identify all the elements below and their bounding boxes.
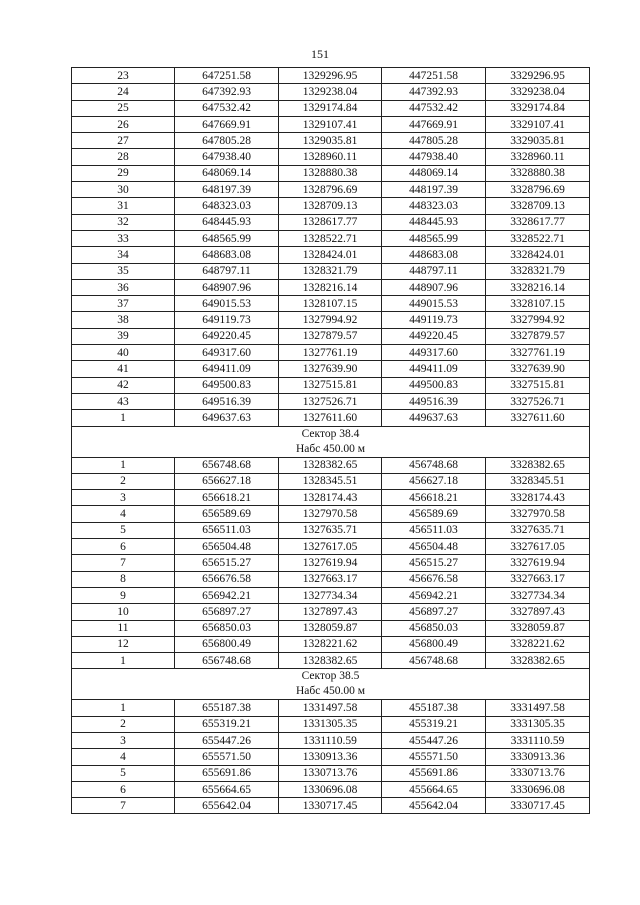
coordinate-cell: 3328960.11 [486,149,590,165]
coordinate-cell: 3331110.59 [486,732,590,748]
coordinate-cell: 3327635.71 [486,522,590,538]
coordinate-cell: 649220.45 [175,328,279,344]
coordinate-cell: 1328174.43 [279,490,382,506]
coordinate-cell: 455187.38 [382,700,486,716]
coordinate-cell: 447938.40 [382,149,486,165]
coordinate-cell: 647392.93 [175,84,279,100]
coordinate-cell: 648069.14 [175,165,279,181]
coordinate-cell: 1327970.58 [279,506,382,522]
coordinate-cell: 656897.27 [175,604,279,620]
coordinate-cell: 447669.91 [382,116,486,132]
coordinate-cell: 647938.40 [175,149,279,165]
coordinates-table-body [72,68,590,814]
coordinate-cell: 1327526.71 [279,393,382,409]
table-row [72,133,590,149]
coordinate-cell: 648445.93 [175,214,279,230]
coordinate-cell: 1328796.69 [279,182,382,198]
table-row [72,604,590,620]
coordinate-cell: 3328221.62 [486,636,590,652]
point-number-cell: 41 [72,361,175,377]
coordinate-cell: 3328321.79 [486,263,590,279]
table-row [72,100,590,116]
table-row [72,555,590,571]
coordinate-cell: 655571.50 [175,749,279,765]
coordinate-cell: 449411.09 [382,361,486,377]
table-row [72,84,590,100]
coordinate-cell: 656942.21 [175,587,279,603]
coordinate-cell: 1330717.45 [279,798,382,814]
coordinate-cell: 3327619.94 [486,555,590,571]
coordinate-cell: 1329174.84 [279,100,382,116]
point-number-cell: 3 [72,490,175,506]
sector-height: Набс 450.00 м [295,685,366,698]
coordinate-cell: 455691.86 [382,765,486,781]
sector-header-row [72,669,590,700]
coordinate-cell: 456589.69 [382,506,486,522]
point-number-cell: 37 [72,296,175,312]
point-number-cell: 7 [72,798,175,814]
table-row [72,506,590,522]
coordinate-cell: 3331305.35 [486,716,590,732]
coordinate-cell: 3329296.95 [486,68,590,84]
coordinate-cell: 656515.27 [175,555,279,571]
point-number-cell: 35 [72,263,175,279]
coordinate-cell: 1331497.58 [279,700,382,716]
point-number-cell: 34 [72,247,175,263]
coordinate-cell: 3328709.13 [486,198,590,214]
coordinate-cell: 647669.91 [175,116,279,132]
table-row [72,182,590,198]
coordinate-cell: 3329174.84 [486,100,590,116]
coordinate-cell: 656627.18 [175,473,279,489]
coordinate-cell: 3328522.71 [486,230,590,246]
table-row [72,149,590,165]
coordinate-cell: 1327761.19 [279,345,382,361]
coordinate-cell: 456748.68 [382,653,486,669]
coordinate-cell: 449500.83 [382,377,486,393]
coordinate-cell: 1327994.92 [279,312,382,328]
point-number-cell: 6 [72,539,175,555]
coordinate-cell: 449015.53 [382,296,486,312]
table-row [72,377,590,393]
table-row [72,230,590,246]
point-number-cell: 24 [72,84,175,100]
coordinate-cell: 447805.28 [382,133,486,149]
coordinate-cell: 1328107.15 [279,296,382,312]
coordinate-cell: 3328174.43 [486,490,590,506]
coordinate-cell: 1327619.94 [279,555,382,571]
coordinate-cell: 1328960.11 [279,149,382,165]
sector-title: Сектор 38.4 [301,427,360,440]
table-row [72,539,590,555]
table-row [72,765,590,781]
coordinate-cell: 1331305.35 [279,716,382,732]
coordinate-cell: 1327663.17 [279,571,382,587]
coordinate-cell: 447392.93 [382,84,486,100]
coordinate-cell: 655187.38 [175,700,279,716]
table-row [72,279,590,295]
coordinate-cell: 649119.73 [175,312,279,328]
point-number-cell: 36 [72,279,175,295]
table-row [72,393,590,409]
coordinate-cell: 3327639.90 [486,361,590,377]
coordinate-cell: 3328059.87 [486,620,590,636]
coordinate-cell: 1327635.71 [279,522,382,538]
sector-height: Набс 450.00 м [295,442,366,455]
coordinate-cell: 456504.48 [382,539,486,555]
coordinate-cell: 449220.45 [382,328,486,344]
coordinate-cell: 456618.21 [382,490,486,506]
table-row [72,247,590,263]
coordinate-cell: 648197.39 [175,182,279,198]
coordinate-cell: 448907.96 [382,279,486,295]
coordinate-cell: 649015.53 [175,296,279,312]
coordinate-cell: 1329296.95 [279,68,382,84]
coordinate-cell: 3327879.57 [486,328,590,344]
point-number-cell: 42 [72,377,175,393]
table-row [72,571,590,587]
coordinate-cell: 1328424.01 [279,247,382,263]
coordinate-cell: 1328617.77 [279,214,382,230]
coordinate-cell: 3328382.65 [486,457,590,473]
point-number-cell: 5 [72,522,175,538]
coordinate-cell: 1328709.13 [279,198,382,214]
coordinate-cell: 647532.42 [175,100,279,116]
coordinate-cell: 647805.28 [175,133,279,149]
coordinate-cell: 3329238.04 [486,84,590,100]
point-number-cell: 2 [72,716,175,732]
point-number-cell: 39 [72,328,175,344]
coordinate-cell: 3328216.14 [486,279,590,295]
coordinate-cell: 655691.86 [175,765,279,781]
coordinate-cell: 448197.39 [382,182,486,198]
coordinate-cell: 456800.49 [382,636,486,652]
point-number-cell: 33 [72,230,175,246]
sector-header [72,426,590,457]
coordinate-cell: 447251.58 [382,68,486,84]
coordinate-cell: 3328345.51 [486,473,590,489]
coordinate-cell: 655319.21 [175,716,279,732]
coordinate-cell: 656748.68 [175,457,279,473]
coordinate-cell: 3327994.92 [486,312,590,328]
coordinate-cell: 656618.21 [175,490,279,506]
coordinate-cell: 649637.63 [175,410,279,426]
coordinate-cell: 3327897.43 [486,604,590,620]
coordinate-cell: 3327611.60 [486,410,590,426]
coordinate-cell: 3330913.36 [486,749,590,765]
coordinate-cell: 649411.09 [175,361,279,377]
coordinate-cell: 1328321.79 [279,263,382,279]
table-row [72,345,590,361]
coordinate-cell: 456748.68 [382,457,486,473]
coordinate-cell: 648323.03 [175,198,279,214]
point-number-cell: 29 [72,165,175,181]
table-row [72,165,590,181]
coordinate-cell: 1328345.51 [279,473,382,489]
coordinate-cell: 647251.58 [175,68,279,84]
coordinate-cell: 456515.27 [382,555,486,571]
point-number-cell: 31 [72,198,175,214]
point-number-cell: 11 [72,620,175,636]
table-row [72,361,590,377]
coordinate-cell: 1327617.05 [279,539,382,555]
table-row [72,653,590,669]
coordinate-cell: 449637.63 [382,410,486,426]
point-number-cell: 27 [72,133,175,149]
table-row [72,490,590,506]
table-row [72,473,590,489]
table-row [72,214,590,230]
point-number-cell: 40 [72,345,175,361]
coordinate-cell: 1327879.57 [279,328,382,344]
coordinate-cell: 448797.11 [382,263,486,279]
coordinate-cell: 3327526.71 [486,393,590,409]
point-number-cell: 1 [72,700,175,716]
coordinate-cell: 448683.08 [382,247,486,263]
coordinate-cell: 648683.08 [175,247,279,263]
table-row [72,312,590,328]
coordinate-cell: 456511.03 [382,522,486,538]
table-row [72,328,590,344]
coordinate-cell: 3327970.58 [486,506,590,522]
coordinate-cell: 449516.39 [382,393,486,409]
table-row [72,198,590,214]
coordinate-cell: 1328059.87 [279,620,382,636]
coordinate-cell: 649500.83 [175,377,279,393]
coordinate-cell: 1328221.62 [279,636,382,652]
point-number-cell: 38 [72,312,175,328]
coordinate-cell: 648565.99 [175,230,279,246]
table-row [72,263,590,279]
coordinate-cell: 447532.42 [382,100,486,116]
table-row [72,798,590,814]
coordinate-cell: 1330913.36 [279,749,382,765]
coordinate-cell: 3328424.01 [486,247,590,263]
coordinate-cell: 656504.48 [175,539,279,555]
coordinate-cell: 1331110.59 [279,732,382,748]
coordinate-cell: 3330717.45 [486,798,590,814]
coordinate-cell: 1329238.04 [279,84,382,100]
point-number-cell: 1 [72,653,175,669]
coordinate-cell: 649516.39 [175,393,279,409]
table-row [72,457,590,473]
coordinate-cell: 448445.93 [382,214,486,230]
coordinate-cell: 449317.60 [382,345,486,361]
coordinate-cell: 1327611.60 [279,410,382,426]
coordinate-cell: 3330713.76 [486,765,590,781]
sector-header-row [72,426,590,457]
point-number-cell: 4 [72,749,175,765]
table-row [72,700,590,716]
coordinate-cell: 3327515.81 [486,377,590,393]
table-row [72,116,590,132]
coordinate-cell: 456850.03 [382,620,486,636]
coordinate-cell: 655664.65 [175,781,279,797]
table-row [72,522,590,538]
point-number-cell: 3 [72,732,175,748]
coordinate-cell: 3327761.19 [486,345,590,361]
table-row [72,636,590,652]
coordinate-cell: 1329107.41 [279,116,382,132]
coordinate-cell: 1328382.65 [279,457,382,473]
table-row [72,749,590,765]
point-number-cell: 25 [72,100,175,116]
coordinate-cell: 449119.73 [382,312,486,328]
coordinate-cell: 1328522.71 [279,230,382,246]
coordinate-cell: 656676.58 [175,571,279,587]
point-number-cell: 7 [72,555,175,571]
point-number-cell: 1 [72,410,175,426]
coordinate-cell: 1327515.81 [279,377,382,393]
coordinate-cell: 655447.26 [175,732,279,748]
coordinate-cell: 655642.04 [175,798,279,814]
coordinate-cell: 448323.03 [382,198,486,214]
coordinate-cell: 1327734.34 [279,587,382,603]
point-number-cell: 9 [72,587,175,603]
point-number-cell: 1 [72,457,175,473]
point-number-cell: 43 [72,393,175,409]
point-number-cell: 26 [72,116,175,132]
coordinate-cell: 3329107.41 [486,116,590,132]
table-row [72,587,590,603]
point-number-cell: 4 [72,506,175,522]
table-row [72,732,590,748]
coordinate-cell: 448565.99 [382,230,486,246]
coordinate-cell: 455642.04 [382,798,486,814]
coordinate-cell: 1330713.76 [279,765,382,781]
coordinate-cell: 456897.27 [382,604,486,620]
coordinate-cell: 3328796.69 [486,182,590,198]
coordinate-cell: 656511.03 [175,522,279,538]
coordinate-cell: 1327639.90 [279,361,382,377]
sector-title: Сектор 38.5 [301,670,360,683]
coordinate-cell: 3328617.77 [486,214,590,230]
sector-header [72,669,590,700]
point-number-cell: 10 [72,604,175,620]
coordinate-cell: 3328382.65 [486,653,590,669]
coordinate-cell: 3329035.81 [486,133,590,149]
table-row [72,716,590,732]
coordinates-table [71,67,590,814]
coordinate-cell: 1328382.65 [279,653,382,669]
table-row [72,68,590,84]
coordinate-cell: 455664.65 [382,781,486,797]
coordinate-cell: 456676.58 [382,571,486,587]
coordinate-cell: 1329035.81 [279,133,382,149]
table-row [72,781,590,797]
coordinate-cell: 3327617.05 [486,539,590,555]
point-number-cell: 30 [72,182,175,198]
point-number-cell: 12 [72,636,175,652]
point-number-cell: 6 [72,781,175,797]
point-number-cell: 5 [72,765,175,781]
coordinate-cell: 456942.21 [382,587,486,603]
coordinate-cell: 456627.18 [382,473,486,489]
coordinate-cell: 455319.21 [382,716,486,732]
coordinate-cell: 648907.96 [175,279,279,295]
point-number-cell: 28 [72,149,175,165]
coordinate-cell: 455447.26 [382,732,486,748]
table-row [72,620,590,636]
point-number-cell: 32 [72,214,175,230]
coordinate-cell: 649317.60 [175,345,279,361]
coordinate-cell: 656800.49 [175,636,279,652]
coordinate-cell: 3328880.38 [486,165,590,181]
coordinate-cell: 455571.50 [382,749,486,765]
coordinate-cell: 448069.14 [382,165,486,181]
coordinate-cell: 1328216.14 [279,279,382,295]
coordinate-cell: 1328880.38 [279,165,382,181]
coordinate-cell: 3330696.08 [486,781,590,797]
coordinate-cell: 3331497.58 [486,700,590,716]
coordinate-cell: 656589.69 [175,506,279,522]
coordinate-cell: 648797.11 [175,263,279,279]
coordinate-cell: 3328107.15 [486,296,590,312]
point-number-cell: 23 [72,68,175,84]
point-number-cell: 2 [72,473,175,489]
coordinate-cell: 656748.68 [175,653,279,669]
coordinate-cell: 1327897.43 [279,604,382,620]
table-row [72,296,590,312]
coordinate-cell: 1330696.08 [279,781,382,797]
point-number-cell: 8 [72,571,175,587]
page-number: 151 [311,47,329,61]
coordinate-cell: 3327734.34 [486,587,590,603]
table-row [72,410,590,426]
coordinate-cell: 656850.03 [175,620,279,636]
coordinate-cell: 3327663.17 [486,571,590,587]
